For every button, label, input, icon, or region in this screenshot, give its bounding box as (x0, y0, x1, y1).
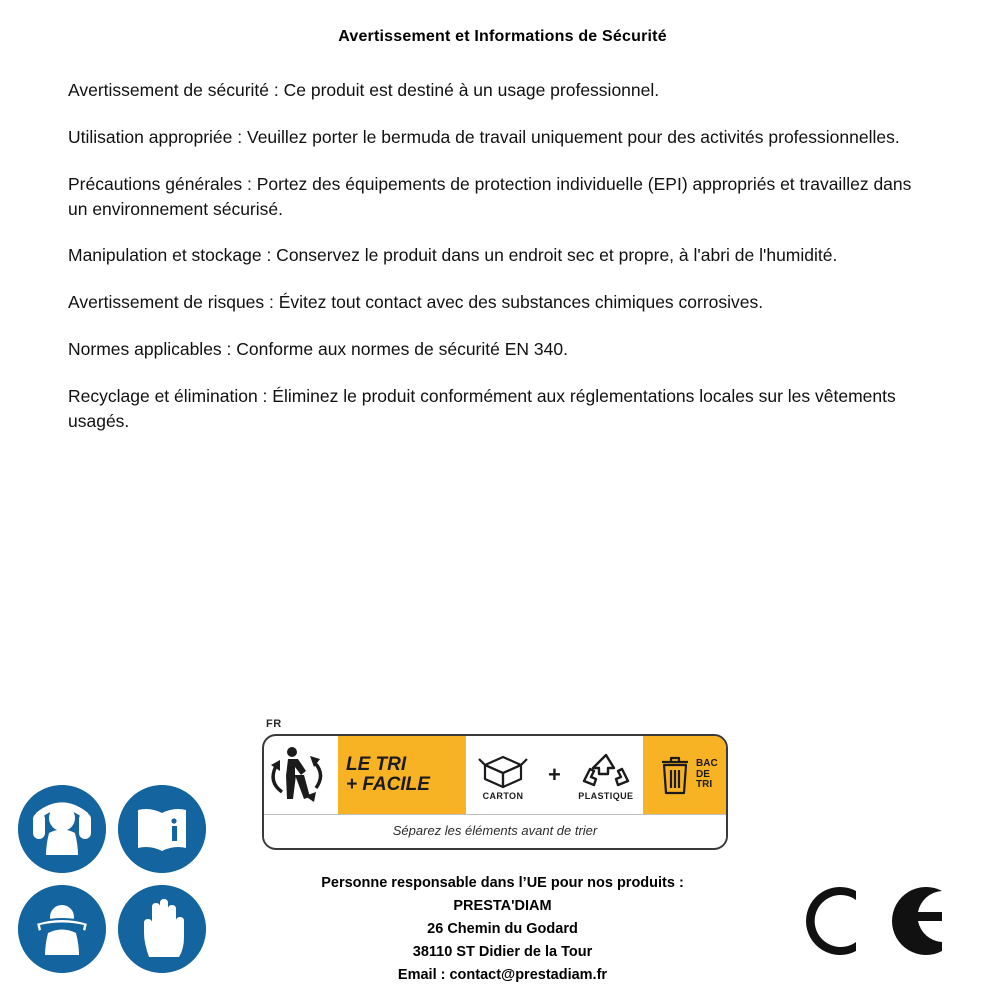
paragraph-applicable-standards: Normes applicables : Conforme aux normes de sécurité EN 340. (68, 339, 568, 360)
material-carton-label: CARTON (482, 791, 524, 801)
triman-slogan-line1: LE TRI (346, 754, 407, 776)
material-carton (466, 749, 540, 801)
bin-line1: BAC (696, 758, 718, 770)
company-street: 26 Chemin du Godard (427, 920, 578, 937)
triman-footer-text: Séparez les éléments avant de trier (264, 814, 726, 845)
company-city: 38110 ST Didier de la Tour (412, 943, 593, 960)
page-title: Avertissement et Informations de Sécurité (338, 28, 667, 45)
read-instructions-icon (118, 785, 206, 873)
trash-bin-icon (658, 753, 692, 797)
triman-sorting-icon (264, 736, 338, 814)
responsible-person-block (210, 872, 795, 987)
material-plastique (569, 749, 643, 801)
ce-marking-icon (799, 869, 945, 973)
sorting-bin-block (645, 753, 728, 797)
plus-separator: + (548, 762, 561, 787)
company-email: Email : contact@prestadiam.fr (397, 966, 608, 983)
responsible-person-intro (210, 872, 795, 895)
paragraph-recycling-disposal: Recyclage et élimination : Éliminez le produit conformément aux réglementations locales sur les vêtements usagés. (68, 385, 896, 431)
intro-suffix: pour nos produits : (546, 875, 684, 891)
paragraph-general-precautions: Précautions générales : Portez des équipements de protection individuelle (EPI) appropriés et travaillez dans un environnement sécurisé. (68, 173, 912, 219)
hand-protection-icon (118, 885, 206, 973)
bin-line3: TRI (696, 779, 713, 791)
material-plastique-label: PLASTIQUE (578, 791, 634, 801)
paragraph-handling-storage: Manipulation et stockage : Conservez le produit dans un endroit sec et propre, à l'abri de l'humidité. (68, 245, 838, 266)
company-name: PRESTA'DIAM (453, 897, 552, 914)
bin-caption (696, 759, 718, 791)
document-body (68, 78, 928, 456)
paragraph-safety-warning: Avertissement de sécurité : Ce produit est destiné à un usage professionnel. (68, 80, 660, 100)
intro-strong: UE (526, 875, 547, 891)
bin-line2: DE (696, 768, 710, 780)
intro-prefix: Personne responsable dans l’ (321, 875, 527, 891)
triman-recycling-label (262, 718, 724, 846)
triman-slogan (338, 755, 464, 795)
country-tag: FR (266, 718, 282, 730)
ear-protection-icon (18, 785, 106, 873)
triman-slogan-line2: + FACILE (346, 774, 430, 795)
paragraph-risk-warning: Avertissement de risques : Évitez tout contact avec des substances chimiques corrosives. (68, 292, 764, 313)
paragraph-proper-use: Utilisation appropriée : Veuillez porter le bermuda de travail uniquement pour des activités professionnelles. (68, 126, 900, 147)
eye-protection-icon (18, 885, 106, 973)
pictogram-group (18, 785, 210, 977)
